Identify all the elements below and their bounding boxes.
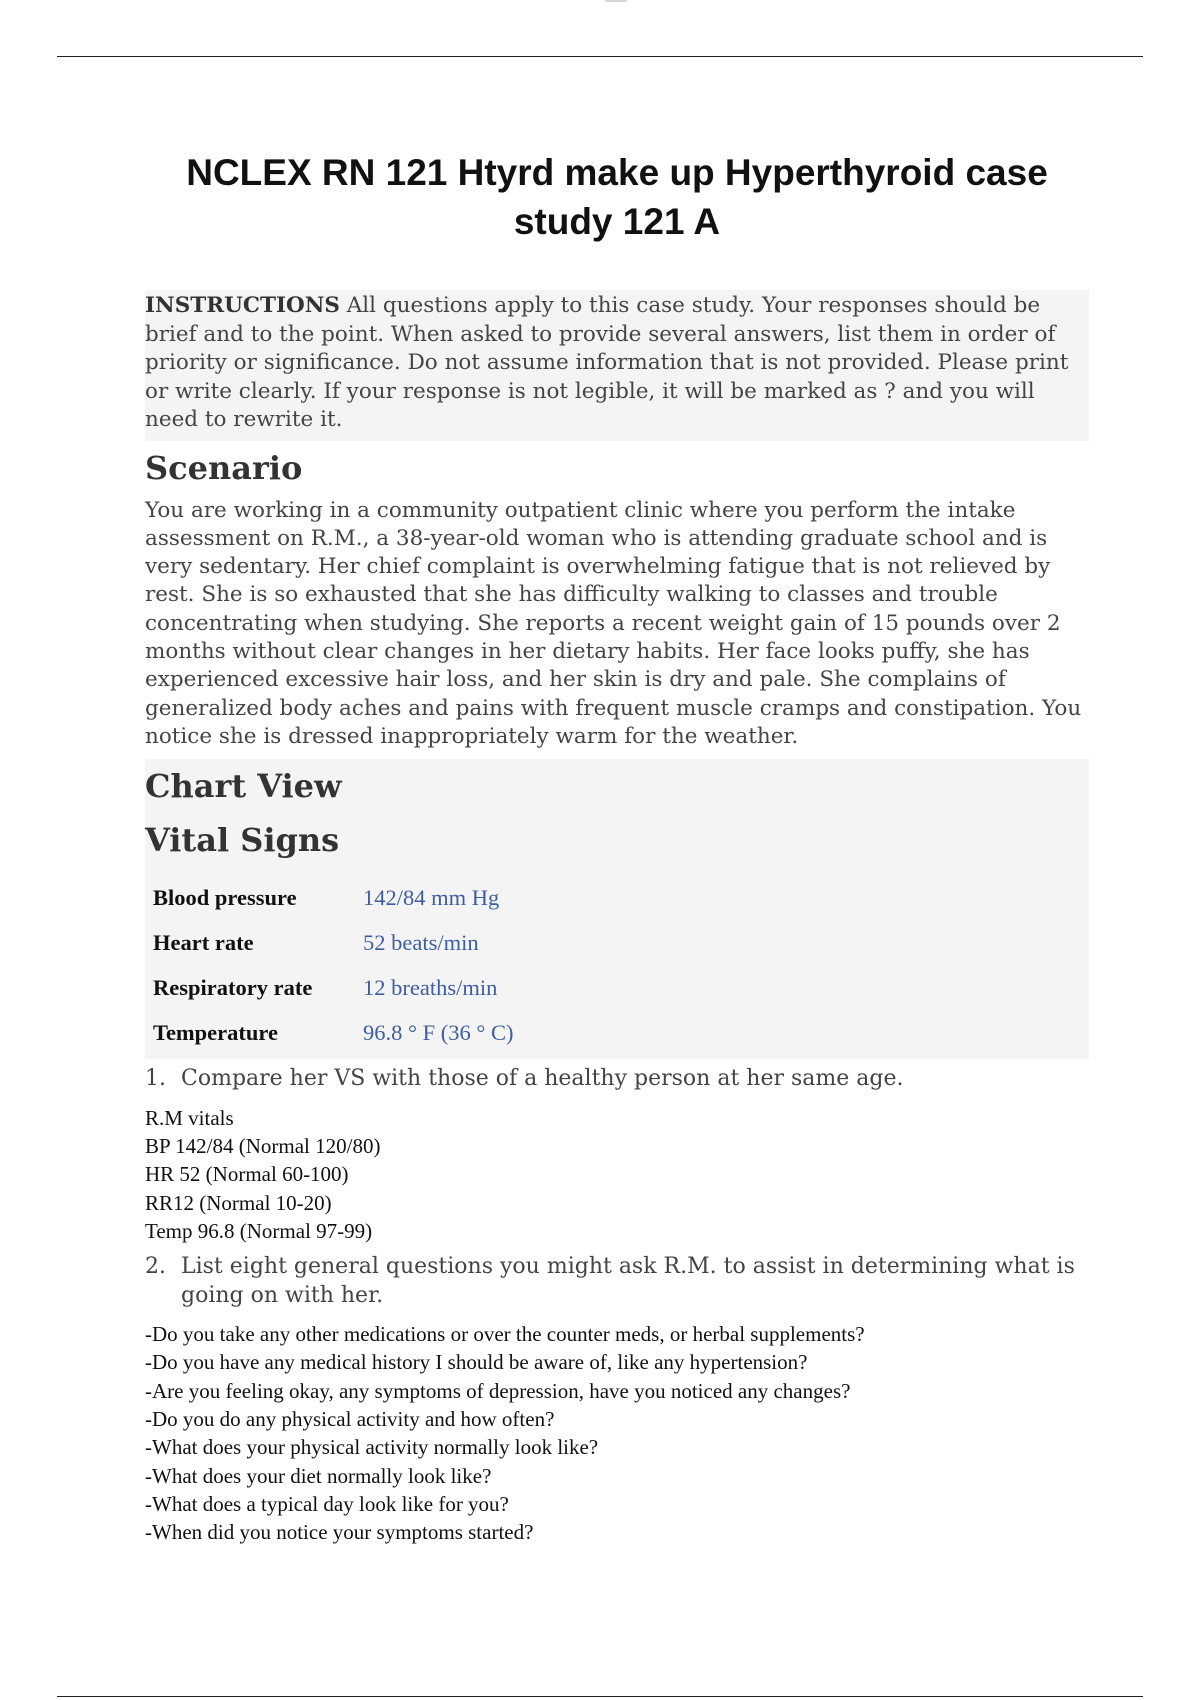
answer-line: BP 142/84 (Normal 120/80) bbox=[145, 1133, 381, 1158]
page-top-mark bbox=[605, 0, 627, 2]
top-divider bbox=[57, 56, 1143, 57]
answer-line: -Do you take any other medications or over the counter meds, or herbal supplements? bbox=[145, 1322, 865, 1347]
answer-line: -What does a typical day look like for you? bbox=[145, 1491, 509, 1516]
scenario-heading: Scenario bbox=[145, 448, 303, 487]
vital-value: 142/84 mm Hg bbox=[363, 884, 500, 910]
answer-line: RR12 (Normal 10-20) bbox=[145, 1190, 332, 1215]
question-1 bbox=[145, 1065, 1089, 1094]
document-page bbox=[145, 148, 1089, 1555]
vital-value: 12 breaths/min bbox=[363, 974, 498, 1000]
question-text: List eight general questions you might ask R.M. to assist in determining what is going on with her. bbox=[181, 1254, 1075, 1308]
answer-line: -What does your diet normally look like? bbox=[145, 1463, 492, 1488]
table-row bbox=[145, 920, 522, 965]
vital-label: Temperature bbox=[153, 1019, 278, 1045]
question-number: 2. bbox=[145, 1254, 166, 1280]
question-2 bbox=[145, 1253, 1089, 1310]
table-row bbox=[145, 965, 522, 1010]
vital-value: 96.8 ° F (36 ° C) bbox=[363, 1019, 514, 1045]
instructions-block bbox=[145, 290, 1089, 441]
chart-view-heading: Chart View bbox=[145, 767, 342, 806]
page-title: NCLEX RN 121 Htyrd make up Hyperthyroid case study 121 A bbox=[186, 152, 1048, 242]
instructions-label: INSTRUCTIONS bbox=[145, 293, 340, 318]
answer-line: -Do you have any medical history I should be aware of, like any hypertension? bbox=[145, 1350, 808, 1375]
chart-view-section bbox=[145, 759, 1089, 1059]
vital-signs-table bbox=[145, 875, 522, 1055]
instructions-text: All questions apply to this case study. Your responses should be brief and to the point. When asked to provide several answers, list them in order of priority or significance. Do not assume information that is not provided. Please print or write clearly. If your response is not legible, it will be marked as ? and you will need to rewrite it. bbox=[145, 293, 1069, 432]
answer-line: R.M vitals bbox=[145, 1105, 234, 1130]
table-row bbox=[145, 1010, 522, 1055]
question-number: 1. bbox=[145, 1066, 166, 1092]
answer-1 bbox=[145, 1104, 1089, 1245]
answer-line: HR 52 (Normal 60-100) bbox=[145, 1162, 349, 1187]
table-row bbox=[145, 875, 522, 920]
answer-line: -What does your physical activity normally look like? bbox=[145, 1435, 599, 1460]
bottom-divider bbox=[57, 1696, 1143, 1697]
answer-2 bbox=[145, 1320, 1089, 1546]
vital-label: Heart rate bbox=[153, 929, 254, 955]
answer-line: -Do you do any physical activity and how often? bbox=[145, 1407, 555, 1432]
vital-label: Blood pressure bbox=[153, 884, 297, 910]
answer-line: -When did you notice your symptoms started? bbox=[145, 1520, 534, 1545]
scenario-text: You are working in a community outpatient clinic where you perform the intake assessment on R.M., a 38-year-old woman who is attending graduate school and is very sedentary. Her chief complaint is overwhelming fatigue that is not relieved by rest. She is so exhausted that she has difficulty walking to classes and trouble concentrating when studying. She reports a recent weight gain of 15 pounds over 2 months without clear changes in her dietary habits. Her face looks puffy, she has experienced excessive hair loss, and her skin is dry and pale. She complains of generalized body aches and pains with frequent muscle cramps and constipation. You notice she is dressed inappropriately warm for the weather. bbox=[145, 497, 1082, 749]
answer-line: Temp 96.8 (Normal 97-99) bbox=[145, 1218, 373, 1243]
vital-label: Respiratory rate bbox=[153, 974, 313, 1000]
question-text: Compare her VS with those of a healthy person at her same age. bbox=[181, 1066, 904, 1092]
vital-value: 52 beats/min bbox=[363, 929, 479, 955]
vital-signs-heading: Vital Signs bbox=[145, 821, 340, 860]
answer-line: -Are you feeling okay, any symptoms of depression, have you noticed any changes? bbox=[145, 1378, 851, 1403]
